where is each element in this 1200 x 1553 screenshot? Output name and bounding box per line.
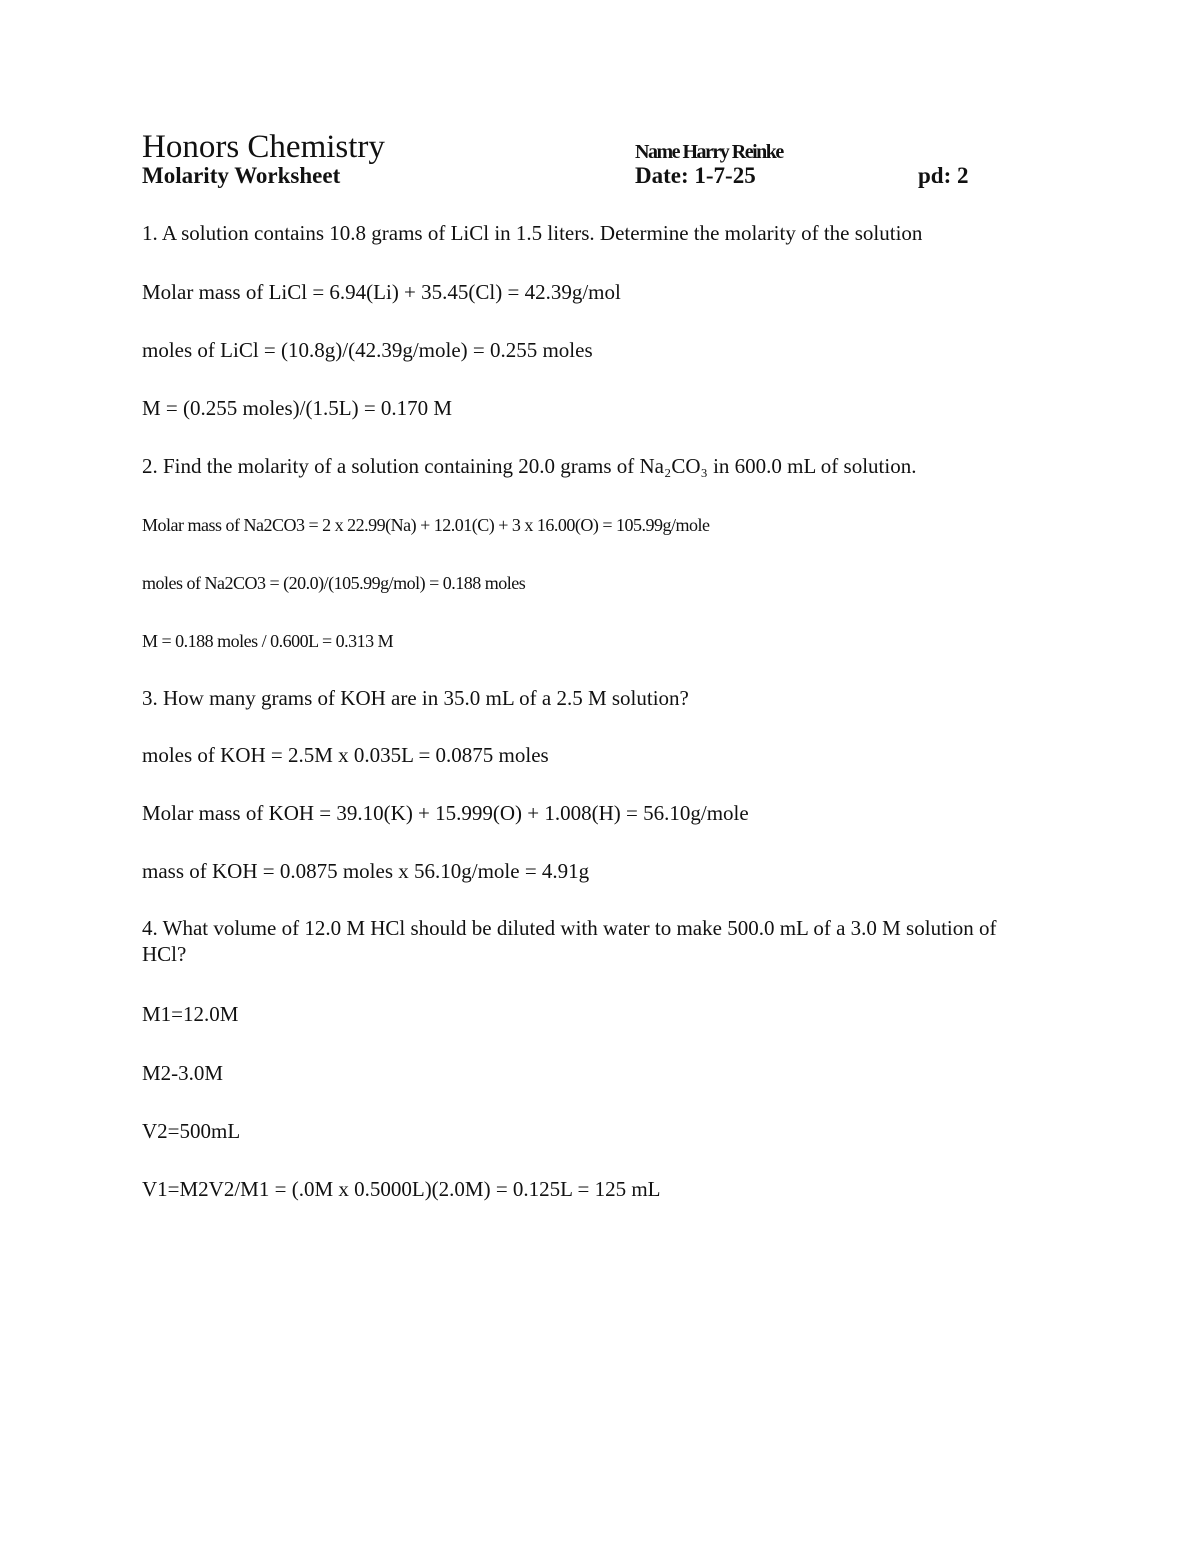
student-name: Name Harry Reinke — [635, 141, 783, 163]
worksheet-title: Molarity Worksheet — [142, 163, 341, 188]
q2-answer-line-2: moles of Na2CO3 = (20.0)/(105.99g/mol) = 0.188 moles — [142, 573, 526, 593]
q3-answer-line-1: moles of KOH = 2.5M x 0.035L = 0.0875 moles — [142, 743, 549, 767]
q4-answer-line-1: M1=12.0M — [142, 1002, 239, 1026]
q1-answer-line-1: Molar mass of LiCl = 6.94(Li) + 35.45(Cl) = 42.39g/mol — [142, 280, 621, 304]
question-3: 3. How many grams of KOH are in 35.0 mL of a 2.5 M solution? — [142, 686, 689, 710]
q4-answer-line-2: M2-3.0M — [142, 1061, 224, 1085]
q1-answer-line-3: M = (0.255 moles)/(1.5L) = 0.170 M — [142, 396, 453, 420]
question-1: 1. A solution contains 10.8 grams of LiCl in 1.5 liters. Determine the molarity of the solution — [142, 221, 923, 245]
q3-answer-line-2: Molar mass of KOH = 39.10(K) + 15.999(O) + 1.008(H) = 56.10g/mole — [142, 801, 749, 825]
q2-answer-line-1: Molar mass of Na2CO3 = 2 x 22.99(Na) + 12.01(C) + 3 x 16.00(O) = 105.99g/mole — [142, 515, 710, 535]
period-field: pd: 2 — [918, 163, 969, 188]
date-field: Date: 1-7-25 — [635, 163, 756, 188]
q2-answer-line-3: M = 0.188 moles / 0.600L = 0.313 M — [142, 631, 394, 651]
q4-answer-line-3: V2=500mL — [142, 1119, 241, 1143]
q4-answer-line-4: V1=M2V2/M1 = (.0M x 0.5000L)(2.0M) = 0.125L = 125 mL — [142, 1177, 661, 1201]
question-4: 4. What volume of 12.0 M HCl should be diluted with water to make 500.0 mL of a 3.0 M solution of HCl? — [142, 916, 997, 966]
course-title: Honors Chemistry — [142, 129, 385, 165]
q1-answer-line-2: moles of LiCl = (10.8g)/(42.39g/mole) = 0.255 moles — [142, 338, 593, 362]
question-2: 2. Find the molarity of a solution containing 20.0 grams of Na₂CO₃ in 600.0 mL of solution. — [142, 454, 917, 478]
q3-answer-line-3: mass of KOH = 0.0875 moles x 56.10g/mole = 4.91g — [142, 859, 590, 883]
